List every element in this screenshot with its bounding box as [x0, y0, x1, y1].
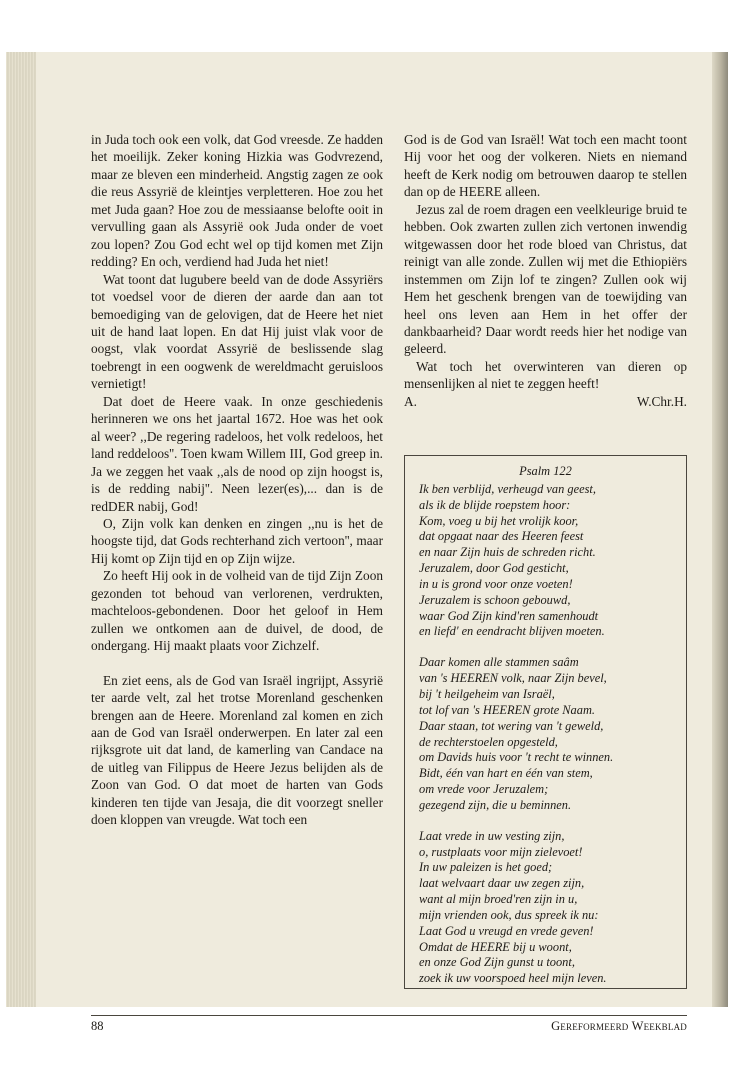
running-title: Gereformeerd Weekblad [551, 1019, 687, 1033]
signature-place: A. [404, 393, 417, 409]
psalm-line: Ik ben verblijd, verheugd van geest, [419, 481, 596, 496]
psalm-stanza [419, 655, 686, 813]
psalm-line: Omdat de HEERE bij u woont, [419, 939, 572, 954]
psalm-line: Jeruzalem is schoon gebouwd, [419, 592, 571, 607]
psalm-line: bij 't heilgeheim van Israël, [419, 686, 555, 701]
psalm-stanza [419, 482, 686, 640]
psalm-line: In uw paleizen is het goed; [419, 860, 553, 875]
psalm-line: Laat vrede in uw vesting zijn, [419, 828, 565, 843]
psalm-line: van 's HEEREN volk, naar Zijn bevel, [419, 671, 607, 686]
page-number: 88 [91, 1019, 104, 1033]
psalm-stanzas [419, 482, 686, 987]
paragraph: Zo heeft Hij ook in de volheid van de tijd Zijn Zoon gezonden tot behoud van verlorenen, verdrukten, machteloos-gebondenen. Door het geloof in Hem zullen we ontkomen aan de duivel, de dood, de ondergang. Hij maakt plaats voor Zichzelf. [91, 568, 383, 654]
psalm-line: Daar staan, tot wering van 't geweld, [419, 718, 604, 733]
psalm-line: en naar Zijn huis de schreden richt. [419, 545, 596, 560]
signature-line [404, 393, 687, 410]
psalm-line: om vrede voor Jeruzalem; [419, 782, 549, 797]
psalm-line: laat welvaart daar uw zegen zijn, [419, 876, 585, 891]
psalm-line: en onze God Zijn gunst u toont, [419, 955, 575, 970]
signature-author: W.Chr.H. [636, 393, 687, 409]
left-column [91, 131, 383, 829]
right-column [404, 131, 687, 410]
psalm-line: gezegend zijn, die u beminnen. [419, 797, 572, 812]
paragraph: O, Zijn volk kan denken en zingen ,,nu is het de hoogste tijd, dat Gods rechterhand zich vertoon'', maar Hij komt op Zijn tijd en op Zijn wijze. [91, 515, 383, 566]
psalm-line: Jeruzalem, door God gesticht, [419, 561, 569, 576]
psalm-line: zoek ik uw voorspoed heel mijn leven. [419, 971, 607, 986]
paragraph: Dat doet de Heere vaak. In onze geschiedenis herinneren we ons het jaartal 1672. Hoe was het ook al weer? ,,De regering radeloos, het volk redeloos, het land reddeloos''. Toen kwam Willem III, God greep in. Ja we zeggen het vaak ,,als de nood op zijn hoogst is, is de redding nabij''. Neen lezer(es),... dan is de redDER nabij, God! [91, 393, 383, 514]
book-page-edges [6, 52, 36, 1007]
psalm-line: en liefd' en eendracht blijven moeten. [419, 624, 605, 639]
psalm-stanza [419, 829, 686, 987]
psalm-line: om Davids huis voor 't recht te winnen. [419, 750, 614, 765]
paragraph: En ziet eens, als de God van Israël ingrijpt, Assyrië ter aarde velt, zal het trotse Morenland geschenken brengen aan de Heere. Morenland zal komen en zich aan de God van Israël onderwerpen. En later zal een rijksgrote uit dat land, de kamerling van Candace na de uitleg van Filippus de Heere Jezus belijden als de Zoon van God. O dat moet de harten van Gods kinderen ten tijde van Jesaja, die dit voorzegt sneller doen kloppen van vreugde. Wat toch een [91, 672, 383, 828]
paragraph: God is de God van Israël! Wat toch een macht toont Hij voor het oog der volkeren. Niets en niemand heeft de Kerk nodig om betrouwen daarop te stellen dan op de HEERE alleen. [404, 132, 687, 200]
psalm-line: Bidt, één van hart en één van stem, [419, 766, 593, 781]
psalm-line: mijn vrienden ook, dus spreek ik nu: [419, 907, 599, 922]
footer-rule [91, 1015, 687, 1016]
psalm-title: Psalm 122 [519, 464, 572, 478]
psalm-line: de rechterstoelen opgesteld, [419, 734, 558, 749]
paragraph: Wat toch het overwinteren van dieren op mensenlijken al niet te zeggen heeft! [404, 358, 687, 392]
paragraph: Wat toont dat lugubere beeld van de dode Assyriërs tot voedsel voor de dieren der aarde dan aan tot bemoediging van de gelovigen, dat de Heere het niet uit de hand laat lopen. En dat Hij juist vlak voor de oogst, vlak voordat Assyrië de beslissende slag toebrengt in een oogwenk de wereldmacht geruisloos vernietigt! [91, 271, 383, 392]
book-spine-shadow [712, 52, 728, 1007]
psalm-line: Kom, voeg u bij het vrolijk koor, [419, 513, 579, 528]
paragraph: Jezus zal de roem dragen een veelkleurige bruid te hebben. Ook zwarten zullen zich vertonen inwendig witgewassen door het rode bloed van Christus, dat reinigt van alle zonde. Zullen wij met die Ethiopiërs instemmen om Zijn lof te zingen? Zullen ook wij Hem het geschenk brengen van de toewijding van heel ons leven aan Hem in het offer der dankbaarheid? Daar wordt reeds hier het nodige van geleerd. [404, 201, 687, 357]
paragraph: in Juda toch ook een volk, dat God vreesde. Ze hadden het moeilijk. Zeker koning Hizkia was Godvrezend, maar ze bleven een minderheid. Angstig zagen ze ook die reus Assyrië de kleintjes verpletteren. Hoe zou het met Juda gaan? Hoe zou de messiaanse belofte ooit in vervulling gaan als Assyrië ook Juda onder de voet zou lopen? Zou God echt wel op tijd komen met Zijn redding? En och, verdiend had Juda het niet! [91, 132, 383, 270]
psalm-line: als ik de blijde roepstem hoor: [419, 497, 571, 512]
psalm-line: Daar komen alle stammen saâm [419, 655, 579, 670]
psalm-line: Laat God u vreugd en vrede geven! [419, 923, 594, 938]
psalm-line: in u is grond voor onze voeten! [419, 576, 573, 591]
psalm-box [404, 455, 687, 989]
psalm-line: want al mijn broed'ren zijn in u, [419, 892, 578, 907]
psalm-line: tot lof van 's HEEREN grote Naam. [419, 702, 595, 717]
psalm-line: o, rustplaats voor mijn zielevoet! [419, 844, 583, 859]
page [6, 52, 728, 1033]
psalm-line: waar God Zijn kind'ren samenhoudt [419, 608, 599, 623]
psalm-line: dat opgaat naar des Heeren feest [419, 529, 584, 544]
